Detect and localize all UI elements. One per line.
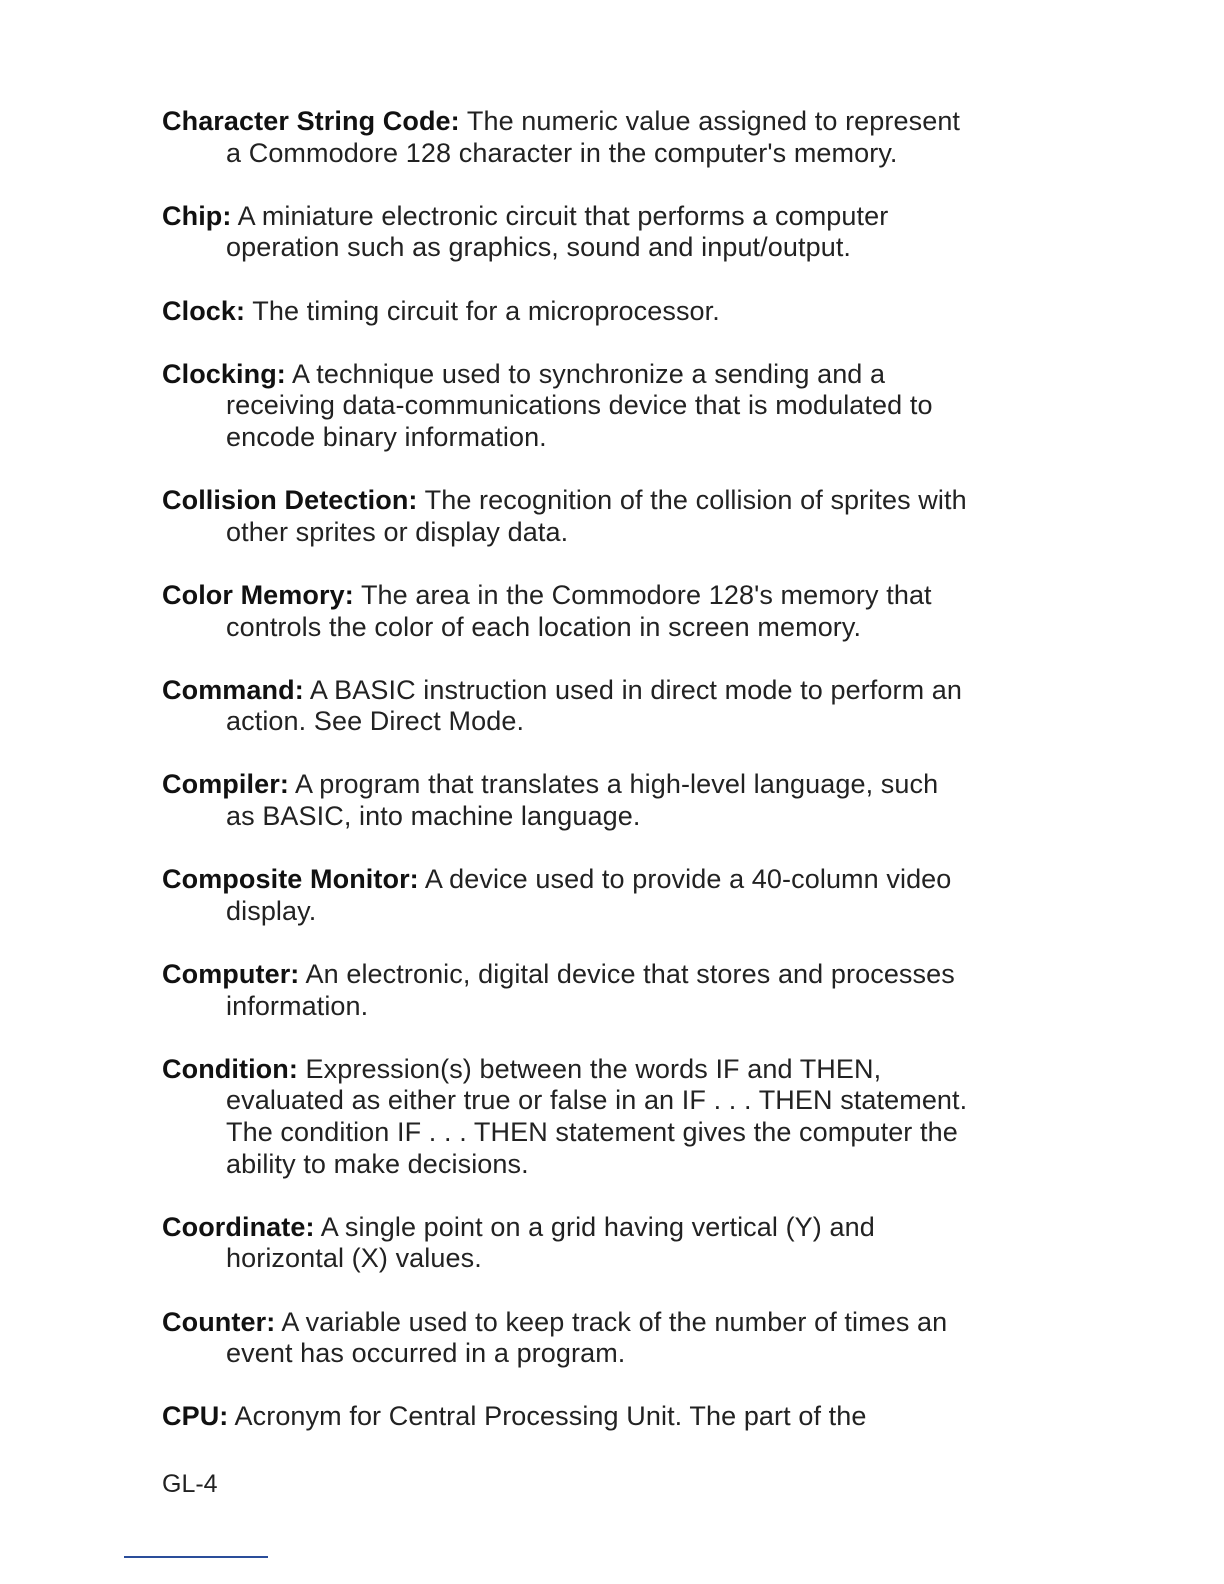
glossary-term: Color Memory: [162,579,354,610]
glossary-definition-line: A program that translates a high-level language, such [288,769,939,800]
glossary-entry [162,106,1012,169]
glossary-entry [162,580,1012,643]
glossary-definition-line: operation such as graphics, sound and input/output. [226,232,852,263]
glossary-term: Counter: [162,1306,276,1337]
glossary-definition-line: a Commodore 128 character in the computer's memory. [226,137,898,168]
glossary-entry [162,1307,1012,1370]
page-number: GL-4 [162,1470,218,1498]
glossary-definition-line: A single point on a grid having vertical (Y) and [314,1211,875,1242]
glossary-definition-line: receiving data-communications device that is modulated to [226,390,933,421]
glossary-entry [162,359,1012,454]
glossary-definition-line: The condition IF . . . THEN statement gives the computer the [226,1117,958,1147]
glossary-term: Character String Code: [162,106,460,136]
bottom-rule [124,1556,268,1558]
glossary-definition-line: The area in the Commodore 128's memory that [353,579,932,610]
glossary-definition-line: controls the color of each location in screen memory. [226,611,862,642]
glossary-term: Condition: [162,1053,298,1084]
glossary-entry [162,1054,1012,1180]
glossary-entry [162,485,1012,548]
glossary-definition-line: information. [226,990,369,1021]
glossary-term: Composite Monitor: [162,864,419,895]
glossary-definition-line: A technique used to synchronize a sending and a [285,358,886,389]
glossary-definition-line: An electronic, digital device that stores and processes [299,959,955,990]
glossary-definition-line: The timing circuit for a microprocessor. [245,295,720,326]
glossary-entry [162,769,1012,832]
glossary-entry [162,1212,1012,1275]
glossary-definition-line: The numeric value assigned to represent [459,106,961,136]
glossary-entry [162,201,1012,264]
glossary-term: Compiler: [162,769,289,800]
glossary-definition-line: ability to make decisions. [226,1148,529,1179]
glossary-term: Clocking: [162,358,286,389]
glossary-definition-line: A variable used to keep track of the number of times an [275,1306,948,1337]
glossary-definition-line: other sprites or display data. [226,516,569,547]
glossary-term: Computer: [162,959,300,990]
glossary-term: Chip: [162,200,232,231]
glossary-definition-line: A BASIC instruction used in direct mode to perform an [303,674,963,705]
glossary-entry [162,675,1012,738]
glossary-definition-line: action. See Direct Mode. [226,706,525,737]
glossary-definition-line: Acronym for Central Processing Unit. The part of the [228,1401,867,1432]
glossary-entry [162,864,1012,927]
glossary-definition-line: event has occurred in a program. [226,1338,626,1369]
glossary-term: Coordinate: [162,1211,315,1242]
glossary-term: CPU: [162,1401,229,1432]
glossary-definition-line: horizontal (X) values. [226,1243,482,1274]
glossary-entry [162,959,1012,1022]
glossary-term: Collision Detection: [162,485,418,516]
glossary-definition-line: encode binary information. [226,421,547,452]
glossary-definition-line: display. [226,895,317,926]
glossary-term: Clock: [162,295,246,326]
glossary-entry [162,296,1012,328]
glossary-entries [162,106,1012,1465]
glossary-definition-line: The recognition of the collision of sprites with [417,485,967,516]
glossary-term: Command: [162,674,304,705]
glossary-definition-line: evaluated as either true or false in an IF . . . THEN statement. [226,1085,968,1116]
glossary-entry [162,1401,1012,1433]
glossary-definition-line: A device used to provide a 40-column video [418,864,952,895]
glossary-definition-line: as BASIC, into machine language. [226,801,641,832]
glossary-definition-line: A miniature electronic circuit that performs a computer [231,200,889,231]
glossary-definition-line: Expression(s) between the words IF and THEN, [297,1053,882,1084]
